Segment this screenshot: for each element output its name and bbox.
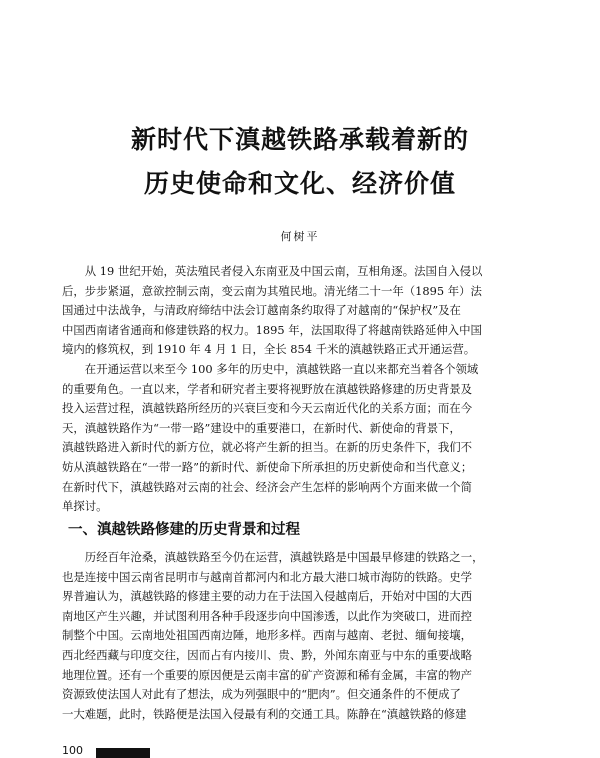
text-line: 资源致使法国人对此有了想法，成为列强眼中的“肥肉”。但交通条件的不便成了 <box>62 687 461 702</box>
text-line: 历经百年沧桑，滇越铁路至今仍在运营，滇越铁路是中国最早修建的铁路之一， <box>84 550 484 564</box>
intro-paragraph-2 <box>62 360 540 517</box>
title-line-1: 新时代下滇越铁路承载着新的 <box>130 125 469 154</box>
text-line: 天，滇越铁路作为“一带一路”建设中的重要港口，在新时代、新使命的背景下， <box>62 420 461 435</box>
text-line: 滇越铁路进入新时代的新方位，就必将产生新的担当。在新的历史条件下，我们不 <box>62 440 473 455</box>
text-line: 制整个中国。云南地处祖国西南边陲，地形多样。西南与越南、老挝、缅甸接壤， <box>62 628 473 643</box>
text-line: 从 19 世纪开始，英法殖民者侵入东南亚及中国云南，互相角逐。法国自入侵以 <box>84 264 483 278</box>
text-line: 一大难题，此时，铁路便是法国入侵最有利的交通工具。陈静在“滇越铁路的修建 <box>62 706 467 721</box>
text-line: 投入运营过程，滇越铁路所经历的兴衰巨变和今天云南近代化的关系方面；而在今 <box>62 401 473 416</box>
section-heading: 一、滇越铁路修建的历史背景和过程 <box>68 522 300 538</box>
footer-bar <box>96 748 150 758</box>
text-line: 界普遍认为，滇越铁路的修建主要的动力在于法国入侵越南后，开始对中国的大西 <box>62 589 473 604</box>
intro-paragraph-1 <box>62 262 540 360</box>
text-line: 南地区产生兴趣，并试图利用各种手段逐步向中国渗透，以此作为突破口，进而控 <box>62 608 473 623</box>
text-line: 西北经西藏与印度交往，因而占有内接川、贵、黔，外闻东南亚与中东的重要战略 <box>62 647 473 662</box>
text-line: 国通过中法战争，与清政府缔结中法会订越南条约取得了对越南的“保护权”及在 <box>62 303 461 318</box>
article-title <box>0 118 600 206</box>
section-1-paragraph <box>62 548 540 724</box>
text-line: 地理位置。还有一个重要的原因便是云南丰富的矿产资源和稀有金属，丰富的物产 <box>62 667 473 682</box>
text-line: 妨从滇越铁路在“一带一路”的新时代、新使命下所承担的历史新使命和当代意义； <box>62 459 473 474</box>
text-line: 的重要角色。一直以来，学者和研究者主要将视野放在滇越铁路修建的历史背景及 <box>62 381 473 396</box>
title-line-2: 历史使命和文化、经济价值 <box>143 169 456 198</box>
page-footer <box>62 744 162 758</box>
text-line: 单探讨。 <box>62 499 108 514</box>
text-line: 境内的修筑权，到 1910 年 4 月 1 日，全长 854 千米的滇越铁路正式开通运营。 <box>62 342 476 357</box>
page-number: 100 <box>62 744 83 757</box>
text-line: 后，步步紧逼，意欲控制云南，变云南为其殖民地。清光绪二十一年（1895 年）法 <box>62 283 482 298</box>
text-line: 也是连接中国云南省昆明市与越南首都河内和北方最大港口城市海防的铁路。史学 <box>62 569 473 584</box>
text-line: 在开通运营以来至今 100 多年的历史中，滇越铁路一直以来都充当着各个领域 <box>84 362 479 376</box>
text-line: 中国西南诸省通商和修建铁路的权力。1895 年，法国取得了将越南铁路延伸入中国 <box>62 322 482 337</box>
text-line: 在新时代下，滇越铁路对云南的社会、经济会产生怎样的影响两个方面来做一个简 <box>62 479 473 494</box>
author-name: 何树平 <box>280 230 320 243</box>
